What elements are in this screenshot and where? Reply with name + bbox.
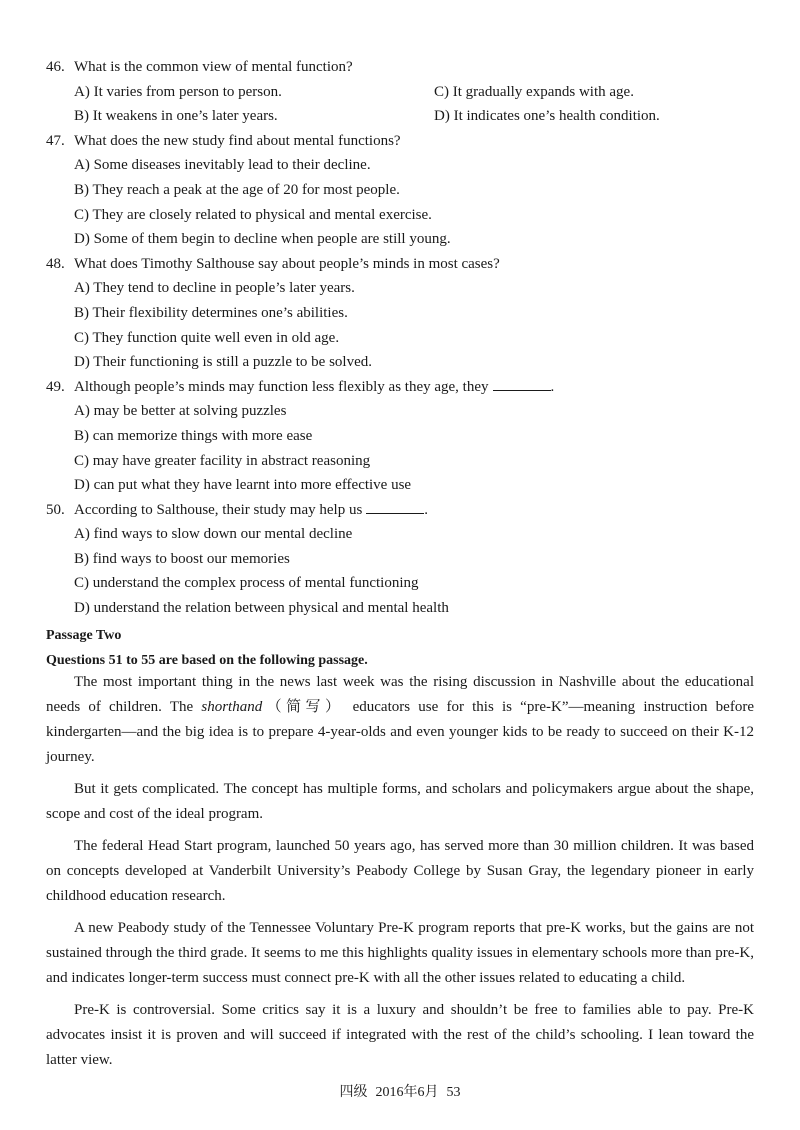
question-stem xyxy=(46,252,746,277)
option-b: B) It weakens in one’s later years. xyxy=(74,108,278,125)
question-list xyxy=(46,55,746,621)
passage-header xyxy=(46,624,756,673)
option-c: C) It gradually expands with age. xyxy=(434,83,634,100)
stem-end: . xyxy=(424,501,429,518)
passage-title: Passage Two xyxy=(46,628,122,643)
question-number: 47. xyxy=(46,132,65,149)
paragraph-text: The most important thing in the news last week was the rising discussion in Nashville about the educational needs of children. The xyxy=(46,674,754,715)
question-text: Although people’s minds may function less flexibly as they age, they xyxy=(74,378,489,395)
question-stem xyxy=(46,375,746,400)
option-d: D) It indicates one’s health condition. xyxy=(434,108,660,125)
option-a: A) Some diseases inevitably lead to their decline. xyxy=(74,157,371,174)
question-stem xyxy=(46,55,746,80)
paragraph-text: educators use for this is “pre-K”—meaning instruction before kindergarten—and the big idea is to prepare 4-year-olds and even younger kids to be ready to succeed on their K-12 journey. xyxy=(46,699,754,765)
option-b: B) Their flexibility determines one’s abilities. xyxy=(74,304,348,321)
question-47 xyxy=(46,129,746,252)
question-46 xyxy=(46,55,746,129)
question-text: What does Timothy Salthouse say about people’s minds in most cases? xyxy=(74,255,500,272)
option-a: A) It varies from person to person. xyxy=(74,83,282,100)
option-c: C) They function quite well even in old age. xyxy=(74,329,340,346)
question-text: What does the new study find about mental functions? xyxy=(74,132,401,149)
option-d: D) Their functioning is still a puzzle to be solved. xyxy=(74,354,372,371)
option-b: B) can memorize things with more ease xyxy=(74,427,313,444)
option-a: A) They tend to decline in people’s later years. xyxy=(74,280,355,297)
passage-paragraph-3: The federal Head Start program, launched 50 years ago, has served more than 30 million children. It was based on concepts developed at Vanderbilt University’s Peabody College by Susan Gray, the legendary pioneer in early childhood education research. xyxy=(46,838,754,904)
option-c: C) understand the complex process of mental functioning xyxy=(74,575,419,592)
options-grid xyxy=(46,80,746,129)
passage-paragraph-1 xyxy=(46,670,754,770)
question-stem xyxy=(46,129,746,154)
passage-paragraph-4: A new Peabody study of the Tennessee Voluntary Pre-K program reports that pre-K works, but the gains are not sustained through the third grade. It seems to me this highlights quality issues in elementary schools more than pre-K, and indicates longer-term success must connect pre-K with all the other issues related to educating a child. xyxy=(46,920,754,986)
question-number: 46. xyxy=(46,59,65,75)
option-d: D) Some of them begin to decline when people are still young. xyxy=(74,231,451,248)
page-footer xyxy=(0,1081,800,1101)
question-text: What is the common view of mental function? xyxy=(74,59,353,75)
answer-blank xyxy=(493,376,551,391)
option-b: B) They reach a peak at the age of 20 for most people. xyxy=(74,181,400,198)
option-c: C) They are closely related to physical and mental exercise. xyxy=(74,206,432,223)
option-a: A) find ways to slow down our mental decline xyxy=(74,526,353,543)
question-number: 48. xyxy=(46,255,65,272)
stem-end: . xyxy=(550,378,555,395)
option-d: D) understand the relation between physical and mental health xyxy=(74,600,449,617)
passage-instruction: Questions 51 to 55 are based on the following passage. xyxy=(46,652,368,668)
passage-paragraph-2: But it gets complicated. The concept has multiple forms, and scholars and policymakers argue about the shape, scope and cost of the ideal program. xyxy=(46,781,754,822)
passage-paragraph-5: Pre-K is controversial. Some critics say it is a luxury and shouldn’t be free to families able to pay. Pre-K advocates insist it is proven and will succeed if integrated with the rest of the child’s schooling. I lean toward the latter view. xyxy=(46,1002,754,1068)
exam-date: 2016年6月 xyxy=(375,1085,439,1100)
question-48 xyxy=(46,252,746,375)
page-number: 53 xyxy=(446,1085,461,1100)
exam-level: 四级 xyxy=(339,1085,368,1100)
option-d: D) can put what they have learnt into more effective use xyxy=(74,477,412,494)
question-49 xyxy=(46,375,746,498)
glossed-word: shorthand xyxy=(201,699,263,715)
option-c: C) may have greater facility in abstract reasoning xyxy=(74,452,371,469)
question-number: 49. xyxy=(46,378,65,395)
question-50 xyxy=(46,498,746,621)
option-a: A) may be better at solving puzzles xyxy=(74,403,287,420)
chinese-gloss: （简写） xyxy=(262,699,345,715)
question-number: 50. xyxy=(46,501,65,518)
passage-body xyxy=(46,670,754,1080)
question-text: According to Salthouse, their study may help us xyxy=(74,501,363,518)
question-stem xyxy=(46,498,746,523)
option-b: B) find ways to boost our memories xyxy=(74,550,290,567)
answer-blank xyxy=(366,499,424,514)
